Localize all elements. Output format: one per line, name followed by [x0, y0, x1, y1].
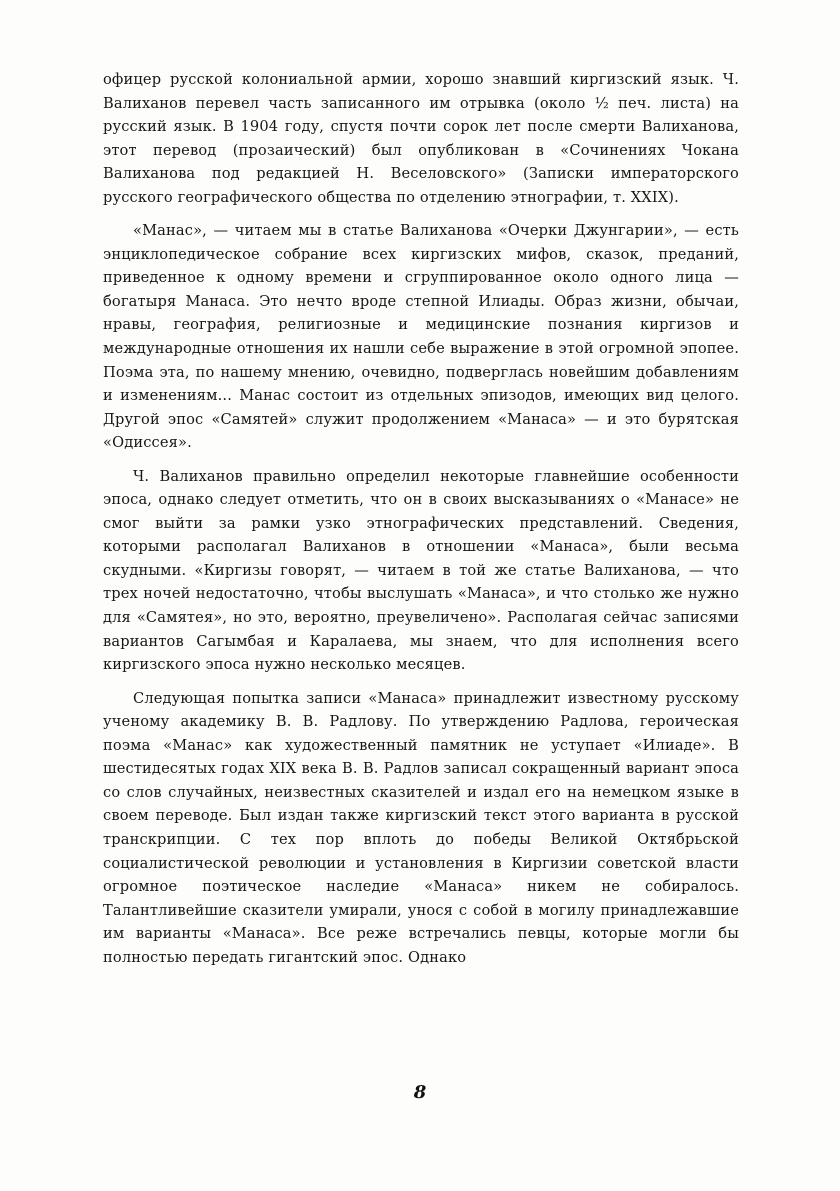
paragraph-manas-quote: «Манас», — читаем мы в статье Валиханова «Очерки Джунгарии», — есть энциклопедическое собрание всех киргизских мифов, сказок, преданий, приведенное к одному времени и сгруппированное около одного лица — богатыря Манаса. Это нечто вроде степной Илиады. Образ жизни, обычаи, нравы, география, религиозные и медицинские познания киргизов и международные отношения их нашли себе выражение в этой огромной эпопее. Поэма эта, по нашему мнению, очевидно, подверглась новейшим добавлениям и изменениям... Манас состоит из отдельных эпизодов, имеющих вид целого. Другой эпос «Самятей» служит продолжением «Манаса» — и это бурятская «Одиссея». — [103, 222, 739, 452]
paragraph-continuation: офицер русской колониальной армии, хорошо знавший киргизский язык. Ч. Валиханов перевел часть записанного им отрывка (около ½ печ. листа) на русский язык. В 1904 году, спустя почти сорок лет после смерти Валиханова, этот перевод (прозаический) был опубликован в «Сочинениях Чокана Валиханова под редакцией Н. Веселовского» (Записки императорского русского географического общества по отделению этнографии, т. XXIX). — [103, 71, 739, 206]
paragraph-valikhanov-assessment: Ч. Валиханов правильно определил некоторые главнейшие особенности эпоса, однако следует отметить, что он в своих высказываниях о «Манасе» не смог выйти за рамки узко этнографических представлений. Сведения, которыми располагал Валиханов в отношении «Манаса», были весьма скудными. «Киргизы говорят, — читаем в той же статье Валиханова, — что трех ночей недостаточно, чтобы выслушать «Манаса», и что столько же нужно для «Самятея», но это, вероятно, преувеличено». Располагая сейчас записями вариантов Сагымбая и Каралаева, мы знаем, что для исполнения всего киргизского эпоса нужно несколько месяцев. — [103, 467, 739, 674]
page-number: 8 — [413, 1082, 427, 1103]
paragraph-radlov-record: Следующая попытка записи «Манаса» принадлежит известному русскому ученому академику В. В. Радлову. По утверждению Радлова, героическая поэма «Манас» как художественный памятник не уступает «Илиаде». В шестидесятых годах XIX века В. В. Радлов записал сокращенный вариант эпоса со слов случайных, неизвестных сказителей и издал его на немецком языке в своем переводе. Был издан также киргизский текст этого варианта в русской транскрипции. С тех пор вплоть до победы Великой Октябрьской социалистической революции и установления в Киргизии советской власти огромное поэтическое наследие «Манаса» никем не собиралось. Талантливейшие сказители умирали, унося с собой в могилу принадлежавшие им варианты «Манаса». Все реже встречались певцы, которые могли бы полностью передать гигантский эпос. Однако — [103, 689, 739, 966]
body-text — [103, 68, 739, 969]
